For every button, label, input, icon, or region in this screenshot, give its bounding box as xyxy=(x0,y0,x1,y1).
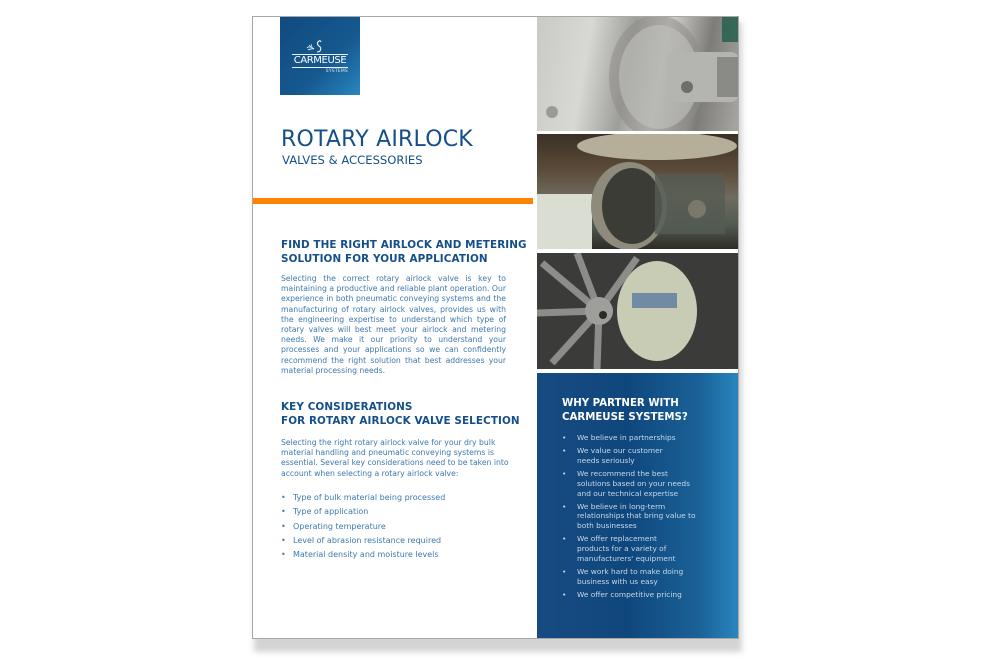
accent-divider xyxy=(253,198,533,204)
logo-sub-text: SYSTEMS xyxy=(325,69,348,74)
section2-heading-line1: KEY CONSIDERATIONS xyxy=(281,401,413,413)
considerations-list xyxy=(281,491,445,562)
logo-rule-bottom xyxy=(292,67,348,68)
page-title: ROTARY AIRLOCK xyxy=(281,127,473,152)
section2-heading xyxy=(281,400,520,428)
list-item: • Material density and moisture levels xyxy=(281,550,439,560)
why-partner-panel xyxy=(537,373,739,639)
section2-heading-line2: FOR ROTARY AIRLOCK VALVE SELECTION xyxy=(281,415,520,427)
photo-valve-inlet xyxy=(537,134,739,249)
logo-brand-text: CARMEUSE xyxy=(293,55,347,66)
list-item: • Operating temperature xyxy=(281,521,386,531)
section1-heading-line2: SOLUTION FOR YOUR APPLICATION xyxy=(281,253,488,265)
list-item: • Type of application xyxy=(281,507,369,517)
brochure-page xyxy=(252,16,739,639)
valve-housing-illustration xyxy=(537,17,739,131)
list-item: • Level of abrasion resistance required xyxy=(281,535,442,545)
valve-inlet-illustration xyxy=(537,134,739,249)
list-item: • We believe in long-term relationships that bring value to both businesses xyxy=(562,501,696,531)
photo-valve-rotor xyxy=(537,253,739,369)
list-item: • We value our customer needs seriously xyxy=(562,446,663,465)
section1-body: Selecting the correct rotary airlock valve is key to maintaining a productive and reliable plant operation. Our experience in both pneumatic conveying systems and the manufacturing of rotary airlock valves, provides us with the engineering expertise to understand which type of rotary valves will best meet your airlock and metering needs. We make it our priority to understand your processes and your applications so we can confidently recommend the right solution that best addresses your material processing needs. xyxy=(281,274,506,375)
section2-body: Selecting the right rotary airlock valve for your dry bulk material handling and pneumatic conveying systems is essential. Several key considerations need to be taken into account when selecting a rotary airlock valve: xyxy=(281,438,509,478)
carmeuse-logo xyxy=(280,17,360,95)
list-item: • Type of bulk material being processed xyxy=(281,493,446,502)
valve-rotor-illustration xyxy=(537,253,739,369)
panel-title xyxy=(562,397,688,424)
list-item: • We recommend the best solutions based on your needs and our technical expertise xyxy=(562,468,690,498)
list-item: • We believe in partnerships xyxy=(562,433,676,442)
list-item: • We offer replacement products for a variety of manufacturers' equipment xyxy=(562,534,676,563)
list-item: • We work hard to make doing business with us easy xyxy=(562,567,684,586)
panel-title-line1: WHY PARTNER WITH xyxy=(562,398,679,409)
section1-heading xyxy=(281,238,527,266)
swan-logo-icon xyxy=(304,39,324,53)
section1-heading-line1: FIND THE RIGHT AIRLOCK AND METERING xyxy=(281,239,527,251)
list-item: • We offer competitive pricing xyxy=(562,589,682,599)
photo-valve-housing xyxy=(537,17,739,131)
benefits-list xyxy=(562,433,732,603)
panel-title-line2: CARMEUSE SYSTEMS? xyxy=(562,411,688,423)
page-subtitle: VALVES & ACCESSORIES xyxy=(282,153,423,167)
